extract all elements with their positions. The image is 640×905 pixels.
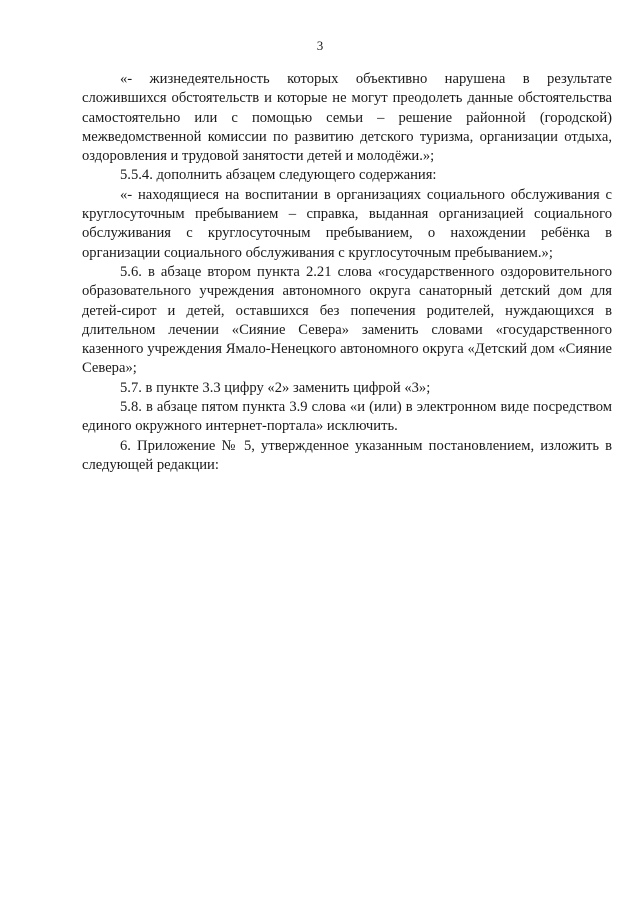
paragraph-6: 6. Приложение № 5, утвержденное указанным постановлением, изложить в следующей редакции: <box>82 437 612 473</box>
paragraph-5-7: 5.7. в пункте 3.3 цифру «2» заменить цифрой «3»; <box>120 379 431 396</box>
paragraph-5-8: 5.8. в абзаце пятом пункта 3.9 слова «и (или) в электронном виде посредством единого окружного интернет-портала» исключить. <box>82 399 612 435</box>
document-body <box>82 70 612 475</box>
paragraph-quote-life-activity: «- жизнедеятельность которых объективно нарушена в результате сложившихся обстоятельств и которые не могут преодолеть данные обстоятельства самостоятельно или с помощью семьи – решение районной (городской) межведомственной комиссии по развитию детского туризма, организации отдыха, оздоровления и трудовой занятости детей и молодёжи.»; <box>82 71 612 165</box>
page-number: 3 <box>316 38 324 53</box>
paragraph-5-6: 5.6. в абзаце втором пункта 2.21 слова «государственного оздоровительного образовательного учреждения автономного округа санаторный детский дом для детей-сирот и детей, оставшихся без попечения родителей, нуждающихся в длительном лечении «Сияние Севера» заменить словами «государственного казенного учреждения Ямало-Ненецкого автономного округа «Детский дом «Сияние Севера»; <box>82 263 612 377</box>
paragraph-quote-social-service: «- находящиеся на воспитании в организациях социального обслуживания с круглосуточным пребыванием – справка, выданная организацией социального обслуживания с круглосуточным пребыванием, о нахождении ребёнка в организации социального обслуживания с круглосуточным пребыванием.»; <box>82 186 612 261</box>
paragraph-5-5-4: 5.5.4. дополнить абзацем следующего содержания: <box>120 167 437 184</box>
